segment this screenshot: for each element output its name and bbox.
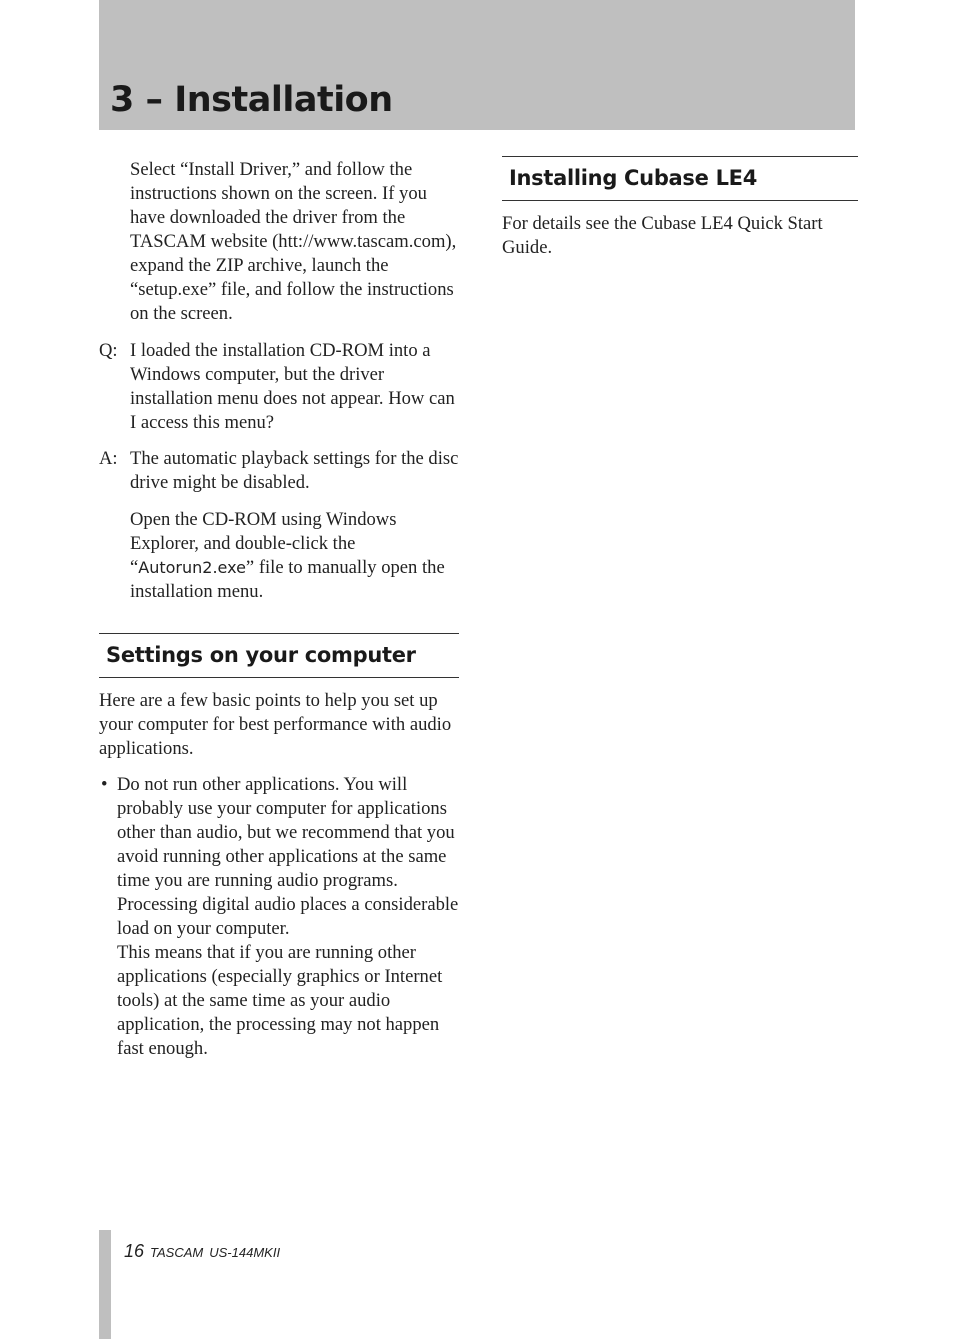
answer-prefix: A:: [99, 448, 118, 469]
left-column: [99, 158, 459, 1061]
settings-intro-paragraph: Here are a few basic points to help you set up your computer for best performance with audio applications.: [99, 690, 452, 759]
page-number: 16: [124, 1241, 145, 1261]
answer-followup-paragraph: [99, 508, 459, 604]
bullet-text-second: This means that if you are running other applications (especially graphics or Internet tools) at the same time as your audio application, the processing may not happen fast enough.: [117, 942, 443, 1059]
install-driver-paragraph: Select “Install Driver,” and follow the instructions shown on the screen. If you have downloaded the driver from the TASCAM website (htt://www.tascam.com), expand the ZIP archive, launch the “setup.exe” file, and follow the instructions on the screen.: [130, 159, 457, 324]
answer-followup-before: Open the CD-ROM using Windows Explorer, and double-click the “: [130, 509, 397, 578]
answer-text: The automatic playback settings for the disc drive might be disabled.: [130, 448, 459, 493]
footer-side-band: [99, 1230, 111, 1339]
faq-answer: [99, 447, 459, 495]
page-footer: [124, 1241, 280, 1262]
cubase-details-paragraph: For details see the Cubase LE4 Quick Start Guide.: [502, 213, 823, 258]
autorun-filename: Autorun2.exe: [138, 558, 246, 577]
footer-brand: TASCAM: [150, 1245, 204, 1260]
question-prefix: Q:: [99, 340, 118, 361]
chapter-title: 3 – Installation: [110, 80, 393, 120]
footer-model: US-144MKII: [209, 1245, 281, 1260]
bullet-text-first: Do not run other applications. You will probably use your computer for applications other than audio, but we recommend that you avoid running other applications at the same time you are running audio programs. Processing digital audio places a considerable load on your computer.: [117, 774, 459, 939]
question-text: I loaded the installation CD-ROM into a Windows computer, but the driver installation menu does not appear. How can I access this menu?: [130, 340, 455, 433]
bullet-mark: •: [101, 774, 108, 795]
faq-question: [99, 339, 459, 435]
cubase-section-heading: Installing Cubase LE4: [502, 156, 858, 201]
right-column: [502, 156, 858, 260]
answer-followup-after: ” file to manually open the installation menu.: [130, 557, 445, 602]
settings-section-heading: Settings on your computer: [99, 633, 459, 678]
bullet-list-item: [99, 773, 459, 1061]
